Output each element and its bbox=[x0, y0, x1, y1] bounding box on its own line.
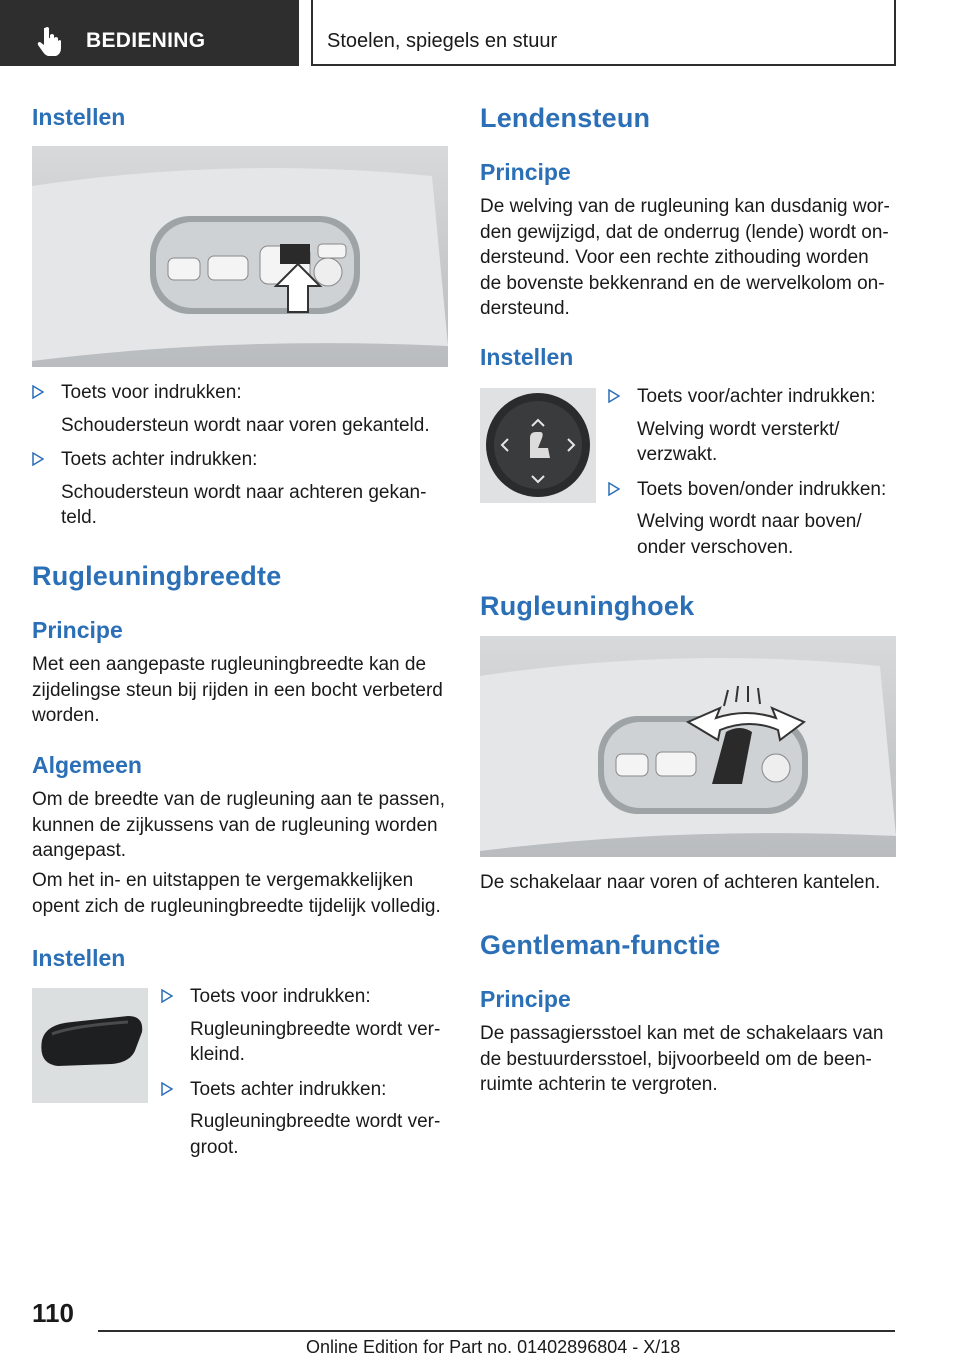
list-item: Toets voor indrukken: Schoudersteun wordt naar voren gekanteld. bbox=[32, 380, 448, 438]
list-item: Toets boven/onder indrukken: Welving wordt naar boven/ onder verschoven. bbox=[608, 477, 898, 561]
paragraph: Om het in- en uitstappen te vergemakkelijken opent zich de rugleuningbreedte tijdelijk volledig. bbox=[32, 870, 441, 917]
triangle-bullet-icon bbox=[608, 389, 620, 403]
lendensteun-bullet-list bbox=[608, 384, 898, 560]
breedte-bullet-list bbox=[161, 984, 451, 1160]
list-item: Toets voor/achter indrukken: Welving wordt versterkt/ verzwakt. bbox=[608, 384, 898, 468]
list-item: Toets achter indrukken: Rugleuningbreedte wordt ver- groot. bbox=[161, 1077, 451, 1161]
section-title-rugleuninghoek: Rugleuninghoek bbox=[480, 591, 695, 621]
subsection-title-principe: Principe bbox=[480, 159, 571, 185]
triangle-bullet-icon bbox=[32, 452, 44, 466]
lumbar-controller-photo bbox=[480, 388, 596, 503]
section-title-instellen: Instellen bbox=[32, 104, 126, 130]
subsection-title-principe: Principe bbox=[32, 617, 123, 643]
triangle-bullet-icon bbox=[608, 482, 620, 496]
footer-divider bbox=[98, 1330, 895, 1332]
instellen-bullet-list bbox=[32, 380, 448, 531]
header-section-title: BEDIENING bbox=[86, 29, 206, 52]
photo-caption: De schakelaar naar voren of achteren kantelen. bbox=[480, 872, 881, 893]
subsection-title-principe: Principe bbox=[480, 986, 571, 1012]
footer-edition: Online Edition for Part no. 01402896804 - X/18 bbox=[306, 1337, 681, 1357]
triangle-bullet-icon bbox=[161, 1082, 173, 1096]
subsection-title-instellen: Instellen bbox=[32, 945, 126, 971]
paragraph: De welving van de rugleuning kan dusdanig wor- den gewijzigd, dat de onderrug (lende) wordt on- dersteund. Voor een rechte zithouding worden de bovenste bekkenrand en de wervelkolom on- dersteund. bbox=[480, 196, 890, 319]
triangle-bullet-icon bbox=[161, 989, 173, 1003]
paragraph: Met een aangepaste rugleuningbreedte kan de zijdelingse steun bij rijden in een bocht verbeterd worden. bbox=[32, 654, 443, 726]
seat-shoulder-support-photo bbox=[32, 146, 448, 367]
header-chapter-title: Stoelen, spiegels en stuur bbox=[327, 30, 558, 52]
list-item: Toets achter indrukken: Schoudersteun wordt naar achteren gekan- teld. bbox=[32, 447, 448, 531]
hand-pointer-icon bbox=[36, 26, 62, 56]
list-item: Toets voor indrukken: Rugleuningbreedte wordt ver- kleind. bbox=[161, 984, 451, 1068]
paragraph: De passagiersstoel kan met de schakelaars van de bestuurdersstoel, bijvoorbeeld om de been- ruimte achterin te vergroten. bbox=[480, 1023, 884, 1095]
subsection-title-instellen: Instellen bbox=[480, 344, 574, 370]
section-title-gentleman: Gentleman-functie bbox=[480, 930, 721, 960]
page-number: 110 bbox=[32, 1298, 74, 1328]
section-title-rugleuningbreedte: Rugleuningbreedte bbox=[32, 561, 282, 591]
paragraph: Om de breedte van de rugleuning aan te passen, kunnen de zijkussens van de rugleuning worden aangepast. bbox=[32, 789, 446, 861]
subsection-title-algemeen: Algemeen bbox=[32, 752, 142, 778]
seat-backrest-angle-photo bbox=[480, 636, 896, 857]
section-title-lendensteun: Lendensteun bbox=[480, 103, 651, 133]
width-button-photo bbox=[32, 988, 148, 1103]
triangle-bullet-icon bbox=[32, 385, 44, 399]
